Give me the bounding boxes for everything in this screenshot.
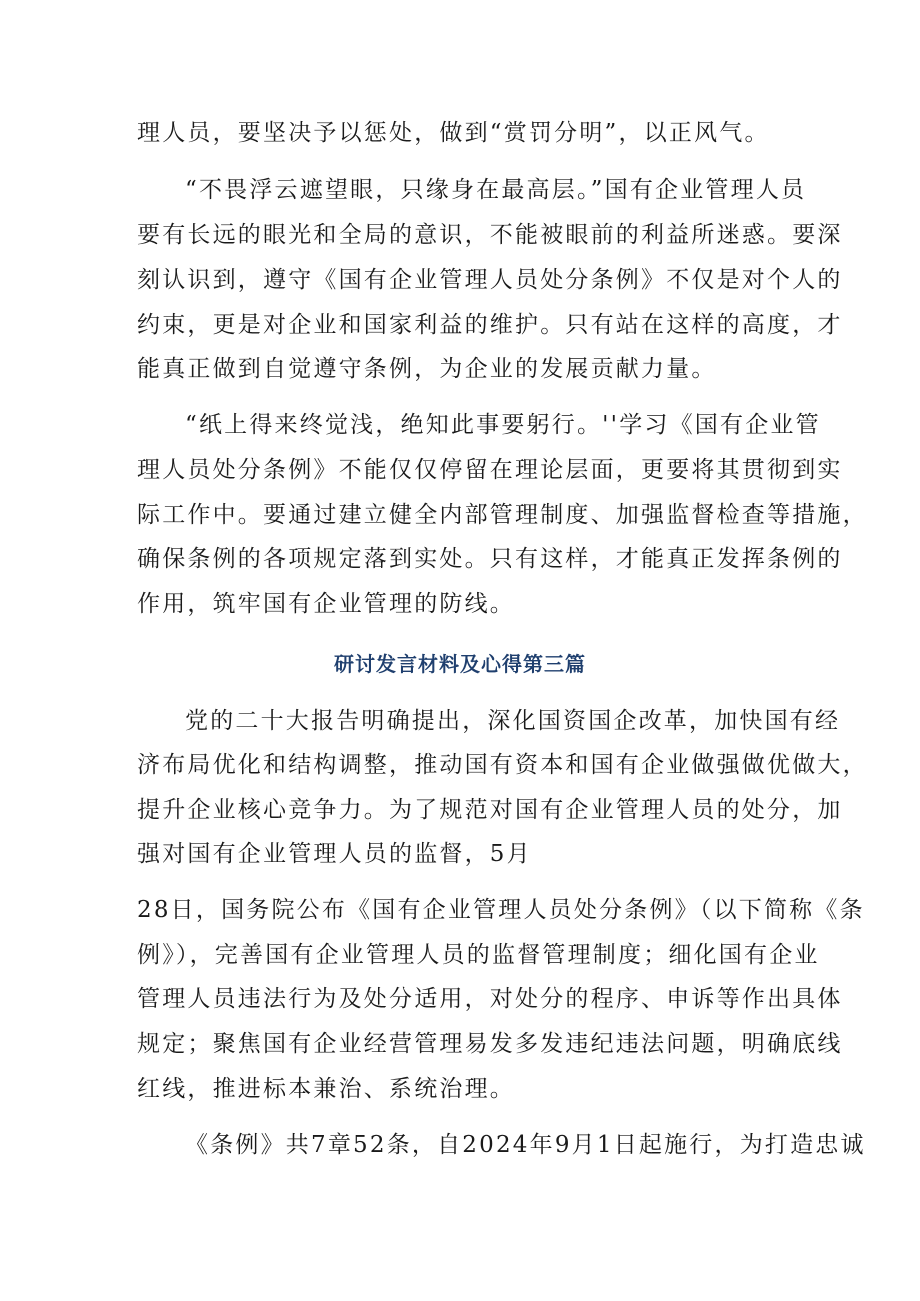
text-line: 《条例》共7章52条，自2024年9月1日起施行，为打造忠诚 — [185, 1132, 866, 1158]
text-line: 济布局优化和结构调整，推动国有资本和国有企业做强做优做大， — [137, 752, 868, 778]
text-line: 党的二十大报告明确提出，深化国资国企改革，加快国有经 — [185, 708, 841, 734]
text-line: 约束，更是对企业和国家利益的维护。只有站在这样的高度，才 — [137, 312, 843, 338]
text-line: “纸上得来终觉浅，绝知此事要躬行。''学习《国有企业管 — [185, 412, 821, 438]
text-line: 提升企业核心竞争力。为了规范对国有企业管理人员的处分，加 — [137, 797, 843, 823]
text-line: 确保条例的各项规定落到实处。只有这样，才能真正发挥条例的 — [137, 546, 843, 572]
text-line: 刻认识到，遵守《国有企业管理人员处分条例》不仅是对个人的 — [137, 267, 843, 293]
text-line: 能真正做到自觉遵守条例，为企业的发展贡献力量。 — [137, 356, 717, 382]
text-line: 理人员，要坚决予以惩处，做到“赏罚分明”，以正风气。 — [137, 120, 770, 146]
text-line: 管理人员违法行为及处分适用，对处分的程序、申诉等作出具体 — [137, 986, 843, 1012]
text-line: 规定；聚焦国有企业经营管理易发多发违纪违法问题，明确底线 — [137, 1031, 843, 1057]
text-line: 作用，筑牢国有企业管理的防线。 — [137, 591, 515, 617]
text-line: 例》），完善国有企业管理人员的监督管理制度；细化国有企业 — [137, 942, 820, 968]
text-line: 28日，国务院公布《国有企业管理人员处分条例》（以下简称《条 — [137, 897, 865, 923]
text-line: 际工作中。要通过建立健全内部管理制度、加强监督检查等措施， — [137, 502, 868, 528]
text-line: 强对国有企业管理人员的监督，5月 — [137, 841, 532, 867]
text-line: 红线，推进标本兼治、系统治理。 — [137, 1076, 515, 1102]
text-line: 要有长远的眼光和全局的意识，不能被眼前的利益所迷惑。要深 — [137, 222, 843, 248]
text-line: “不畏浮云遮望眼，只缘身在最高层。”国有企业管理人员 — [185, 177, 807, 203]
section-heading: 研讨发言材料及心得第三篇 — [334, 652, 586, 676]
text-line: 理人员处分条例》不能仅仅停留在理论层面，更要将其贯彻到实 — [137, 457, 843, 483]
